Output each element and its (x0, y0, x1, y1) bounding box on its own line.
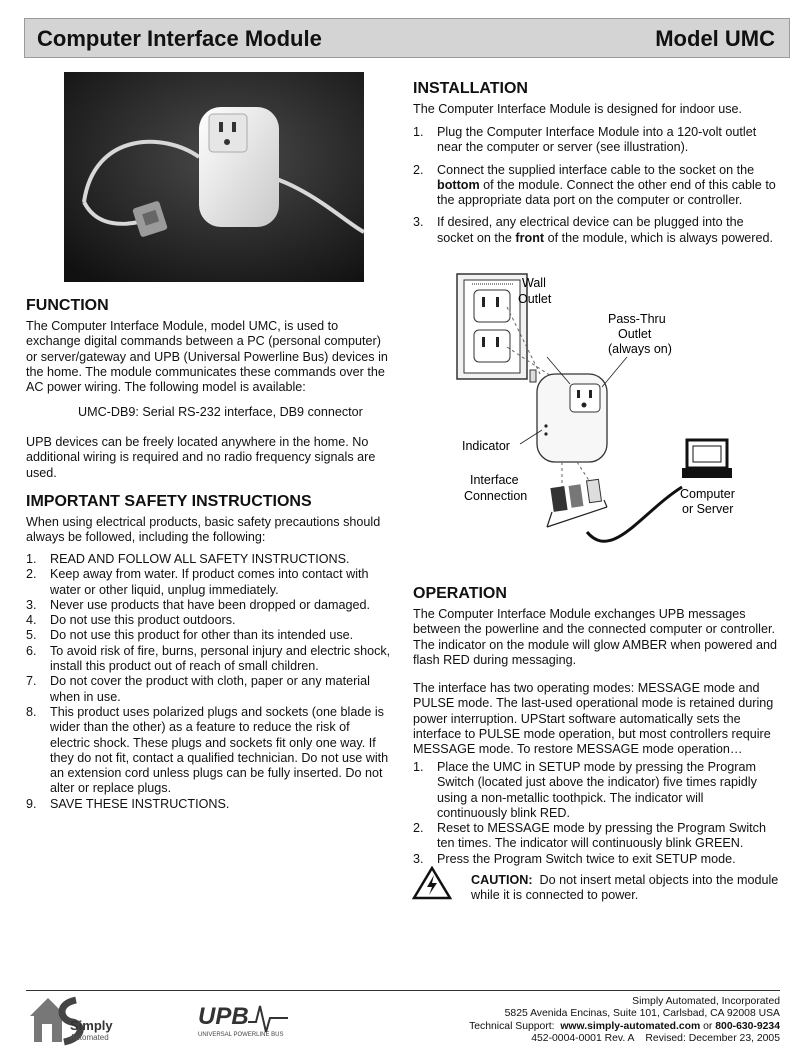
label-connection: Connection (464, 489, 528, 503)
svg-text:Automated: Automated (70, 1033, 109, 1042)
installation-intro: The Computer Interface Module is designed for indoor use. (413, 102, 743, 116)
upb-logo (196, 996, 292, 1042)
svg-text:UNIVERSAL POWERLINE BUS: UNIVERSAL POWERLINE BUS (198, 1032, 284, 1038)
high-voltage-warning-icon (412, 866, 452, 900)
text-line: The Computer Interface Module exchanges UPB messages (413, 607, 746, 621)
list-item: 4. Do not use this product outdoors. (26, 613, 236, 628)
support-line: Technical Support: www.simply-automated.com or 800-630-9234 (469, 1020, 780, 1032)
svg-text:Simply: Simply (70, 1018, 113, 1033)
function-paragraph-2 (26, 435, 396, 481)
safety-intro (26, 515, 396, 546)
function-heading: FUNCTION (26, 297, 109, 314)
label-outlet: Outlet (518, 292, 552, 306)
text-line: flash RED during messaging. (413, 652, 577, 667)
text-line: interface to PULSE mode operation, but most controllers require (413, 726, 771, 741)
company-address: 5825 Avenida Encinas, Suite 101, Carlsbad, CA 92008 USA (504, 1008, 780, 1020)
model-label: Model UMC (655, 26, 775, 51)
text-line: The interface has two operating modes: MESSAGE mode and (413, 681, 760, 695)
list-item: 8. This product uses polarized plugs and sockets (one blade is wider than the other) as a feature to reduce the risk of electric shock. These plugs and sockets fit only one way. If they do not fit, contact a qualified technician. Do not use with an extension cord unless plugs can be fully inserted. Do not alter or replace plugs. (26, 704, 389, 796)
footer-contact (469, 996, 780, 1046)
text-line: power interruption. UPStart software automatically sets the (413, 711, 741, 726)
caution-note (471, 873, 791, 904)
document-number: 452-0004-0001 Rev. A Revised: December 23, 2005 (531, 1033, 780, 1045)
list-item: 2. Reset to MESSAGE mode by pressing the Program Switch ten times. The indicator will continuously blink GREEN. (413, 821, 766, 851)
text-line: used. (26, 465, 57, 480)
product-photo (64, 72, 364, 282)
text-line: exchange digital commands between a PC (personal computer) (26, 334, 381, 349)
label-computer: Computer (680, 487, 735, 501)
text-line: UPB devices can be freely located anywhere in the home. No (26, 435, 369, 449)
model-variant-line: UMC-DB9: Serial RS-232 interface, DB9 connector (78, 405, 363, 419)
list-item: 2. Keep away from water. If product comes into contact with water or other liquid, unplug immediately. (26, 567, 369, 597)
installation-diagram (412, 262, 782, 562)
title-bar (24, 18, 790, 58)
label-wall: Wall (522, 276, 546, 290)
text-line: MESSAGE mode. To restore MESSAGE mode operation… (413, 742, 743, 757)
document-title: Computer Interface Module (37, 26, 322, 51)
svg-text:UPB: UPB (198, 1003, 249, 1030)
list-item: 1. Place the UMC in SETUP mode by pressing the Program Switch (located just above the indicator) five times rapidly using a non-metallic toothpick. The indicator will continuously blink RED. (413, 760, 757, 820)
list-item: 3. Press the Program Switch twice to exit SETUP mode. (413, 851, 736, 866)
footer-divider (26, 990, 780, 991)
text-line: the home. The module communicates these commands over the (26, 364, 385, 379)
operation-paragraph-2 (413, 681, 788, 757)
installation-heading: INSTALLATION (413, 80, 528, 97)
list-item: 1. READ AND FOLLOW ALL SAFETY INSTRUCTIONS. (26, 552, 350, 566)
text-line: additional wiring is required and no radio frequency signals are (26, 450, 376, 465)
operation-steps (413, 760, 788, 867)
list-item: 1. Plug the Computer Interface Module into a 120-volt outlet near the computer or server (see illustration). (413, 125, 757, 155)
label-or-server: or Server (682, 502, 734, 516)
text-line: between the powerline and the connected computer or controller. (413, 622, 775, 637)
safety-list (26, 552, 398, 812)
text-line: When using electrical products, basic safety precautions should (26, 515, 381, 529)
list-item: 6. To avoid risk of fire, burns, personal injury and electric shock, install this product out of reach of small children. (26, 643, 391, 674)
label-interface: Interface (470, 473, 519, 487)
support-phone: 800-630-9234 (715, 1020, 780, 1032)
support-url-link[interactable]: www.simply-automated.com (560, 1020, 701, 1032)
text-line: or server/gateway and UPB (Universal Powerline Bus) devices in (26, 349, 388, 364)
label-pass-thru: Pass-Thru (608, 312, 666, 326)
text-line: AC power wiring. The following model is available: (26, 380, 306, 395)
company-name: Simply Automated, Incorporated (632, 996, 780, 1007)
list-item: 2. Connect the supplied interface cable to the socket on the bottom of the module. Connect the other end of this cable to the appropriate data port on the computer or controller. (413, 162, 776, 208)
caution-text: Do not insert metal objects into the module (532, 873, 779, 887)
list-item: 5. Do not use this product for other than its intended use. (26, 628, 354, 643)
label-always-on: (always on) (608, 342, 672, 356)
operation-paragraph-1 (413, 607, 788, 668)
label-pass-outlet: Outlet (618, 327, 652, 341)
operation-heading: OPERATION (413, 585, 507, 602)
list-item: 3. If desired, any electrical device can be plugged into the socket on the front of the module, which is always powered. (413, 215, 774, 245)
list-item: 7. Do not cover the product with cloth, paper or any material when in use. (26, 674, 370, 704)
text-line: always be followed, including the following: (26, 530, 266, 545)
installation-steps (413, 125, 788, 246)
label-indicator: Indicator (462, 439, 510, 453)
caution-label: CAUTION: (471, 873, 533, 887)
text-line: PULSE mode. The last-used operational mode is retained during (413, 696, 774, 711)
simply-automated-logo (26, 994, 116, 1046)
text-line: The Computer Interface Module, model UMC, is used to (26, 319, 339, 333)
list-item: 3. Never use products that have been dropped or damaged. (26, 597, 370, 612)
caution-text-2: while it is connected to power. (471, 888, 639, 903)
function-paragraph (26, 319, 396, 395)
text-line: The indicator on the module will glow AMBER when powered and (413, 637, 778, 652)
list-item: 9. SAVE THESE INSTRUCTIONS. (26, 796, 230, 811)
safety-heading: IMPORTANT SAFETY INSTRUCTIONS (26, 493, 312, 510)
